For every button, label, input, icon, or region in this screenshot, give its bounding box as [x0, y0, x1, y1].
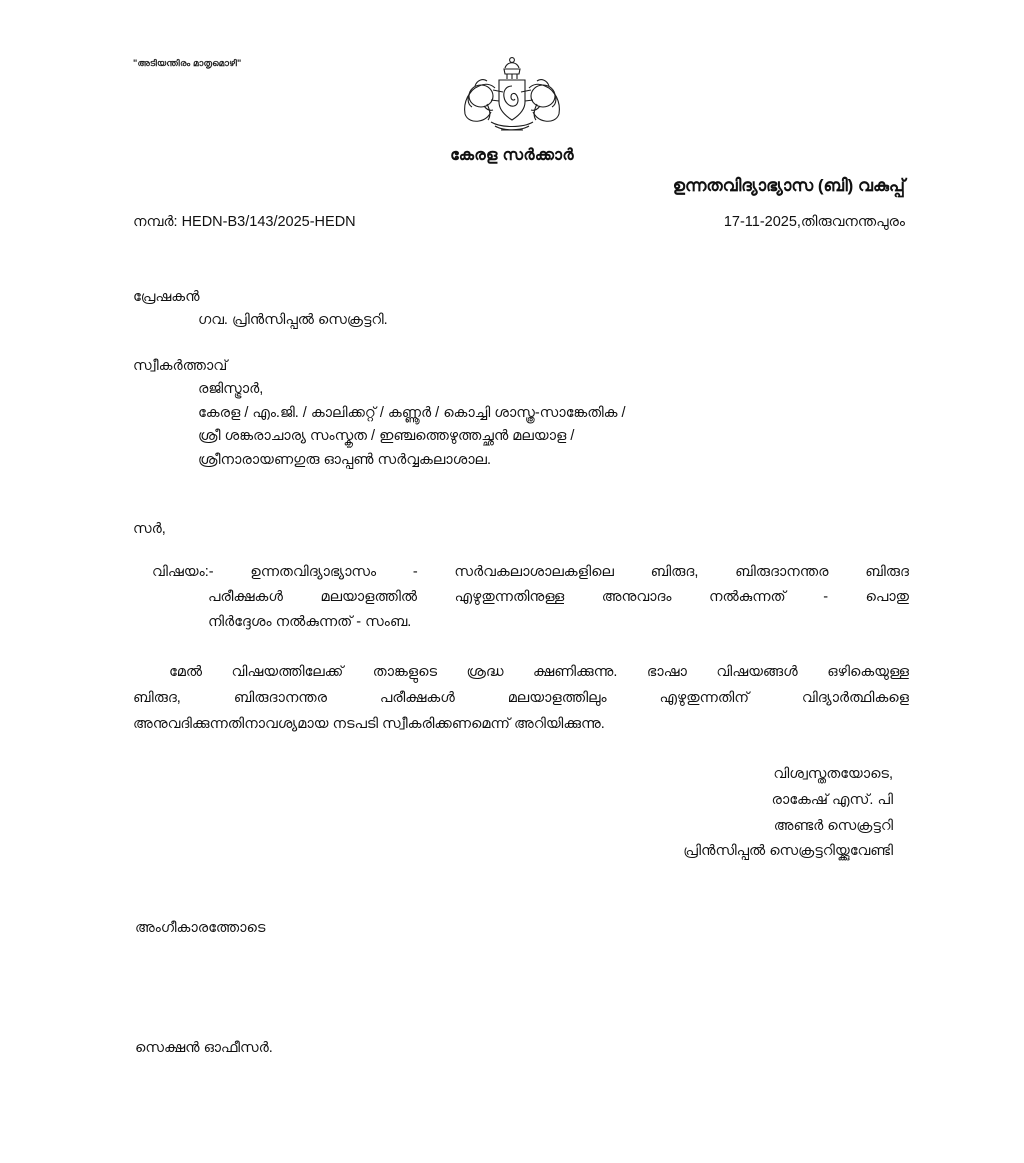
signature-block — [683, 762, 893, 865]
subject-line-3: നിർദ്ദേശം നൽകുന്നത് - സംബ. — [208, 613, 412, 630]
signatory-name: രാകേഷ് എസ്. പി — [771, 791, 893, 808]
signatory-designation: അണ്ടർ സെക്രട്ടറി — [773, 817, 893, 834]
sender-label: പ്രേഷകൻ — [133, 289, 200, 305]
recipient-line: ശ്രീനാരായണഗുരു ഓപ്പൺ സർവ്വകലാശാല. — [198, 451, 491, 468]
signatory-on-behalf: പ്രിൻസിപ്പൽ സെക്രട്ടറിയ്ക്കുവേണ്ടി — [683, 843, 893, 860]
sender-name: ഗവ. പ്രിൻസിപ്പൽ സെക്രട്ടറി. — [198, 312, 388, 329]
department-title: ഉന്നതവിദ്യാഭ്യാസ (ബി) വകുപ്പ് — [672, 176, 905, 195]
kerala-state-emblem-icon — [457, 52, 567, 143]
body-line-2: ബിരുദ, ബിരുദാനന്തര പരീക്ഷകൾ മലയാളത്തിലും എഴുതുന്നതിന് വിദ്യാർത്ഥികളെ — [133, 689, 909, 706]
approval-note: അംഗീകാരത്തോടെ — [135, 920, 266, 936]
recipient-block — [133, 355, 626, 472]
body-paragraph — [133, 660, 909, 737]
reference-row — [133, 214, 905, 230]
body-line-3: അനുവദിക്കുന്നതിനാവശ്യമായ നടപടി സ്വീകരിക്കണമെന്ന് അറിയിക്കുന്നു. — [133, 715, 605, 732]
subject-block — [152, 560, 909, 635]
subject-line-1: വിഷയം:- ഉന്നതവിദ്യാഭ്യാസം - സർവകലാശാലകളിലെ ബിരുദ, ബിരുദാനന്തര ബിരുദ — [152, 564, 909, 580]
signature-closing: വിശ്വസ്തതയോടെ, — [773, 766, 893, 782]
body-line-1: മേൽ വിഷയത്തിലേക്ക് താങ്കളുടെ ശ്രദ്ധ ക്ഷണിക്കുന്നു. ഭാഷാ വിഷയങ്ങൾ ഒഴികെയുള്ള — [169, 664, 909, 680]
emblem-caption: കേരള സർക്കാർ — [450, 147, 574, 164]
document-priority-note: "അടിയന്തിരം മാതൃമൊഴി" — [133, 58, 242, 68]
section-officer-label: സെക്ഷൻ ഓഫീസർ. — [135, 1040, 273, 1056]
recipient-line: ശ്രീ ശങ്കരാചാര്യ സംസ്കൃത / ഇഞ്ചത്തെഴുത്തച്ഛൻ മലയാള / — [198, 428, 575, 445]
salutation-text: സർ, — [133, 521, 166, 537]
recipient-line: രജിസ്ട്രാർ, — [198, 381, 264, 398]
government-emblem-block — [0, 52, 1024, 165]
sender-block — [133, 286, 388, 333]
recipient-line: കേരള / എം.ജി. / കാലിക്കറ്റ് / കണ്ണൂർ / കൊച്ചി ശാസ്ത്ര-സാങ്കേതിക / — [198, 404, 626, 421]
recipient-label: സ്വീകർത്താവ് — [133, 358, 228, 374]
subject-line-2: പരീക്ഷകൾ മലയാളത്തിൽ എഴുതുന്നതിനുള്ള അനുവാദം നൽകുന്നത് - പൊതു — [208, 588, 909, 605]
reference-date-place: 17-11-2025,തിരുവനന്തപുരം — [723, 214, 905, 230]
reference-number: നമ്പർ: HEDN-B3/143/2025-HEDN — [133, 214, 356, 230]
salutation — [133, 518, 166, 541]
